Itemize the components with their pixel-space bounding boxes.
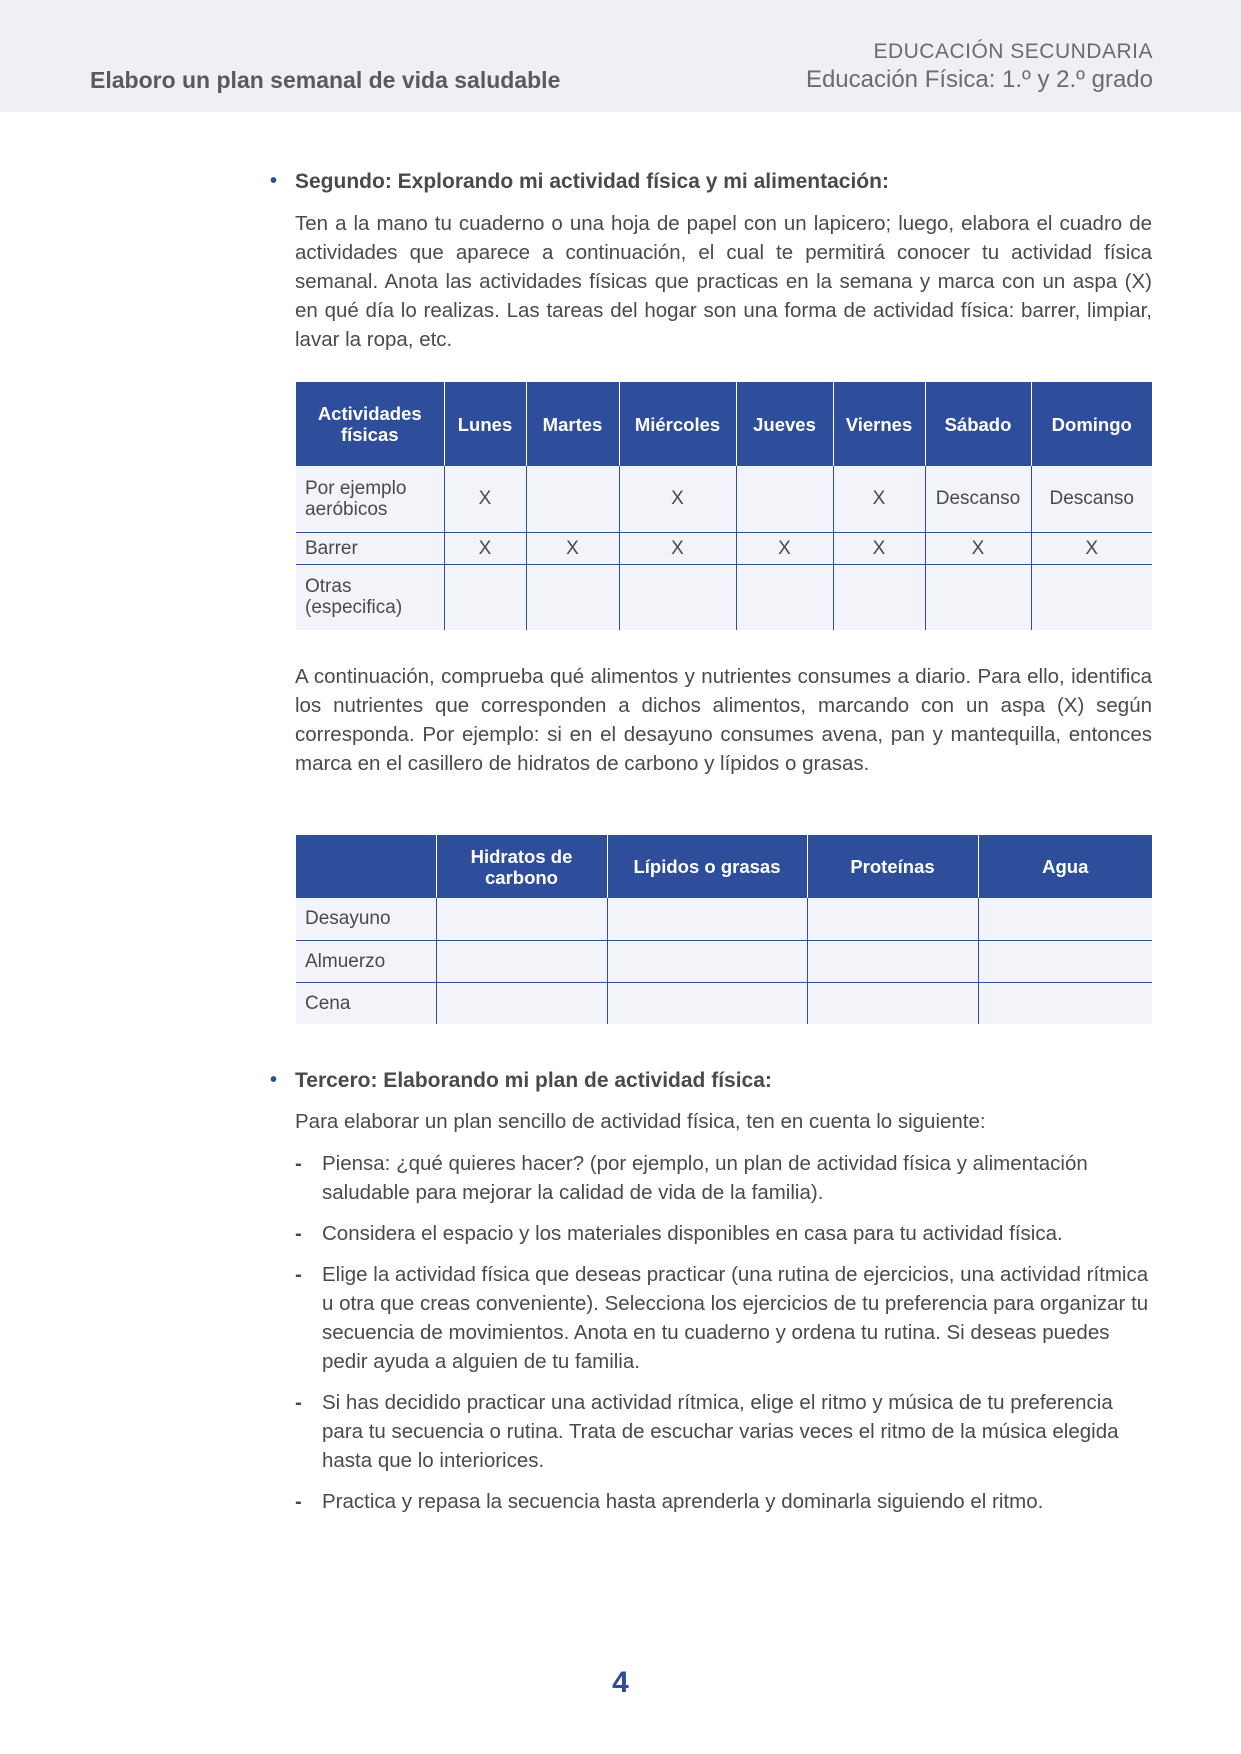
header-cell: Martes [526, 382, 619, 466]
dash-marker: - [295, 1391, 302, 1414]
table-cell [619, 564, 736, 630]
list-item [295, 1487, 1152, 1516]
table-cell: X [833, 466, 925, 532]
table-cell [1031, 564, 1152, 630]
table-cell [925, 564, 1031, 630]
header-cell: Agua [978, 835, 1152, 898]
table-cell [607, 940, 807, 982]
section-heading-text: Segundo: Explorando mi actividad física y mi alimentación: [295, 170, 889, 193]
row-label: Otras (especifica) [296, 564, 444, 630]
table-cell: Descanso [925, 466, 1031, 532]
list-item [295, 1388, 1152, 1475]
bullet-icon: • [270, 170, 278, 192]
list-item [295, 1219, 1152, 1248]
page-number: 4 [612, 1666, 629, 1699]
row-label: Por ejemplo aeróbicos [296, 466, 444, 532]
table-cell [833, 564, 925, 630]
bullet-icon: • [270, 1069, 278, 1091]
list-item-text: Considera el espacio y los materiales disponibles en casa para tu actividad física. [322, 1222, 1063, 1245]
nutrition-table [296, 835, 1152, 1024]
header-cell: Miércoles [619, 382, 736, 466]
activity-instructions: Ten a la mano tu cuaderno o una hoja de papel con un lapicero; luego, elabora el cuadro de actividades que aparece a continuación, el cual te permitirá conocer tu actividad física semanal. Anota las actividades físicas que practicas en la semana y marca con un aspa (X) en qué día lo realizas. Las tareas del hogar son una forma de actividad física: barrer, limpiar, lavar la ropa, etc. [295, 212, 1152, 351]
table-cell: X [1031, 532, 1152, 564]
table-cell [436, 982, 607, 1024]
table-row [296, 532, 1152, 564]
table-cell [978, 898, 1152, 940]
table-cell [736, 564, 833, 630]
list-item-text: Si has decidido practicar una actividad rítmica, elige el ritmo y música de tu preferencia para tu secuencia o rutina. Trata de escuchar varias veces el ritmo de la música elegida hasta que lo interiorices. [322, 1391, 1119, 1472]
section-heading-third [270, 1069, 772, 1093]
dash-marker: - [295, 1152, 302, 1175]
plan-intro: Para elaborar un plan sencillo de actividad física, ten en cuenta lo siguiente: [295, 1110, 986, 1133]
education-level: EDUCACIÓN SECUNDARIA [873, 40, 1153, 63]
table-cell [807, 982, 978, 1024]
nutrition-instructions: A continuación, comprueba qué alimentos y nutrientes consumes a diario. Para ello, identifica los nutrientes que corresponden a dichos alimentos, marcando con un aspa (X) según corresponda. Por ejemplo: si en el desayuno consumes avena, pan y mantequilla, entonces marca en el casillero de hidratos de carbono y lípidos o grasas. [295, 665, 1152, 775]
table-cell [607, 982, 807, 1024]
dash-marker: - [295, 1263, 302, 1286]
header-cell: Viernes [833, 382, 925, 466]
page-header [0, 0, 1241, 112]
table-cell [736, 466, 833, 532]
table-row [296, 466, 1152, 532]
row-label: Desayuno [296, 898, 436, 940]
list-item-text: Piensa: ¿qué quieres hacer? (por ejemplo, un plan de actividad física y alimentación saludable para mejorar la calidad de vida de la familia). [322, 1152, 1088, 1204]
row-label: Cena [296, 982, 436, 1024]
table-cell [526, 564, 619, 630]
table-row [296, 898, 1152, 940]
table-cell [526, 466, 619, 532]
table-cell: X [925, 532, 1031, 564]
header-cell: Actividades físicas [296, 382, 444, 466]
header-cell: Lípidos o grasas [607, 835, 807, 898]
table-cell [444, 564, 526, 630]
table-cell: X [444, 466, 526, 532]
header-cell: Domingo [1031, 382, 1152, 466]
table-cell [978, 940, 1152, 982]
table-cell [436, 898, 607, 940]
table-cell: X [444, 532, 526, 564]
header-cell: Proteínas [807, 835, 978, 898]
plan-steps-list [295, 1149, 1152, 1528]
course-name: Educación Física: 1.º y 2.º grado [805, 66, 1153, 93]
list-item [295, 1149, 1152, 1207]
nutrition-table-header [296, 835, 1152, 898]
dash-marker: - [295, 1222, 302, 1245]
table-cell [807, 940, 978, 982]
header-cell: Jueves [736, 382, 833, 466]
activity-table-header [296, 382, 1152, 466]
table-cell: X [736, 532, 833, 564]
table-cell: X [526, 532, 619, 564]
header-cell [296, 835, 436, 898]
table-row [296, 564, 1152, 630]
header-cell: Lunes [444, 382, 526, 466]
table-cell: X [833, 532, 925, 564]
list-item-text: Practica y repasa la secuencia hasta aprenderla y dominarla siguiendo el ritmo. [322, 1490, 1044, 1513]
row-label: Barrer [296, 532, 444, 564]
table-row [296, 940, 1152, 982]
row-label: Almuerzo [296, 940, 436, 982]
activity-table [296, 382, 1152, 630]
dash-marker: - [295, 1490, 302, 1513]
section-heading-text: Tercero: Elaborando mi plan de actividad física: [295, 1069, 772, 1092]
list-item [295, 1260, 1152, 1376]
section-heading-second [270, 170, 889, 194]
list-item-text: Elige la actividad física que deseas practicar (una rutina de ejercicios, una actividad rítmica u otra que creas conveniente). Selecciona los ejercicios de tu preferencia para organizar tu secuencia de movimientos. Anota en tu cuaderno y ordena tu rutina. Si deseas puedes pedir ayuda a alguien de tu familia. [322, 1263, 1149, 1373]
table-cell [436, 940, 607, 982]
table-cell [807, 898, 978, 940]
table-cell: X [619, 466, 736, 532]
document-title: Elaboro un plan semanal de vida saludable [90, 67, 561, 93]
table-cell: X [619, 532, 736, 564]
table-cell [978, 982, 1152, 1024]
course-info [806, 40, 1153, 94]
header-cell: Sábado [925, 382, 1031, 466]
header-cell: Hidratos de carbono [436, 835, 607, 898]
table-cell: Descanso [1031, 466, 1152, 532]
table-cell [607, 898, 807, 940]
table-row [296, 982, 1152, 1024]
